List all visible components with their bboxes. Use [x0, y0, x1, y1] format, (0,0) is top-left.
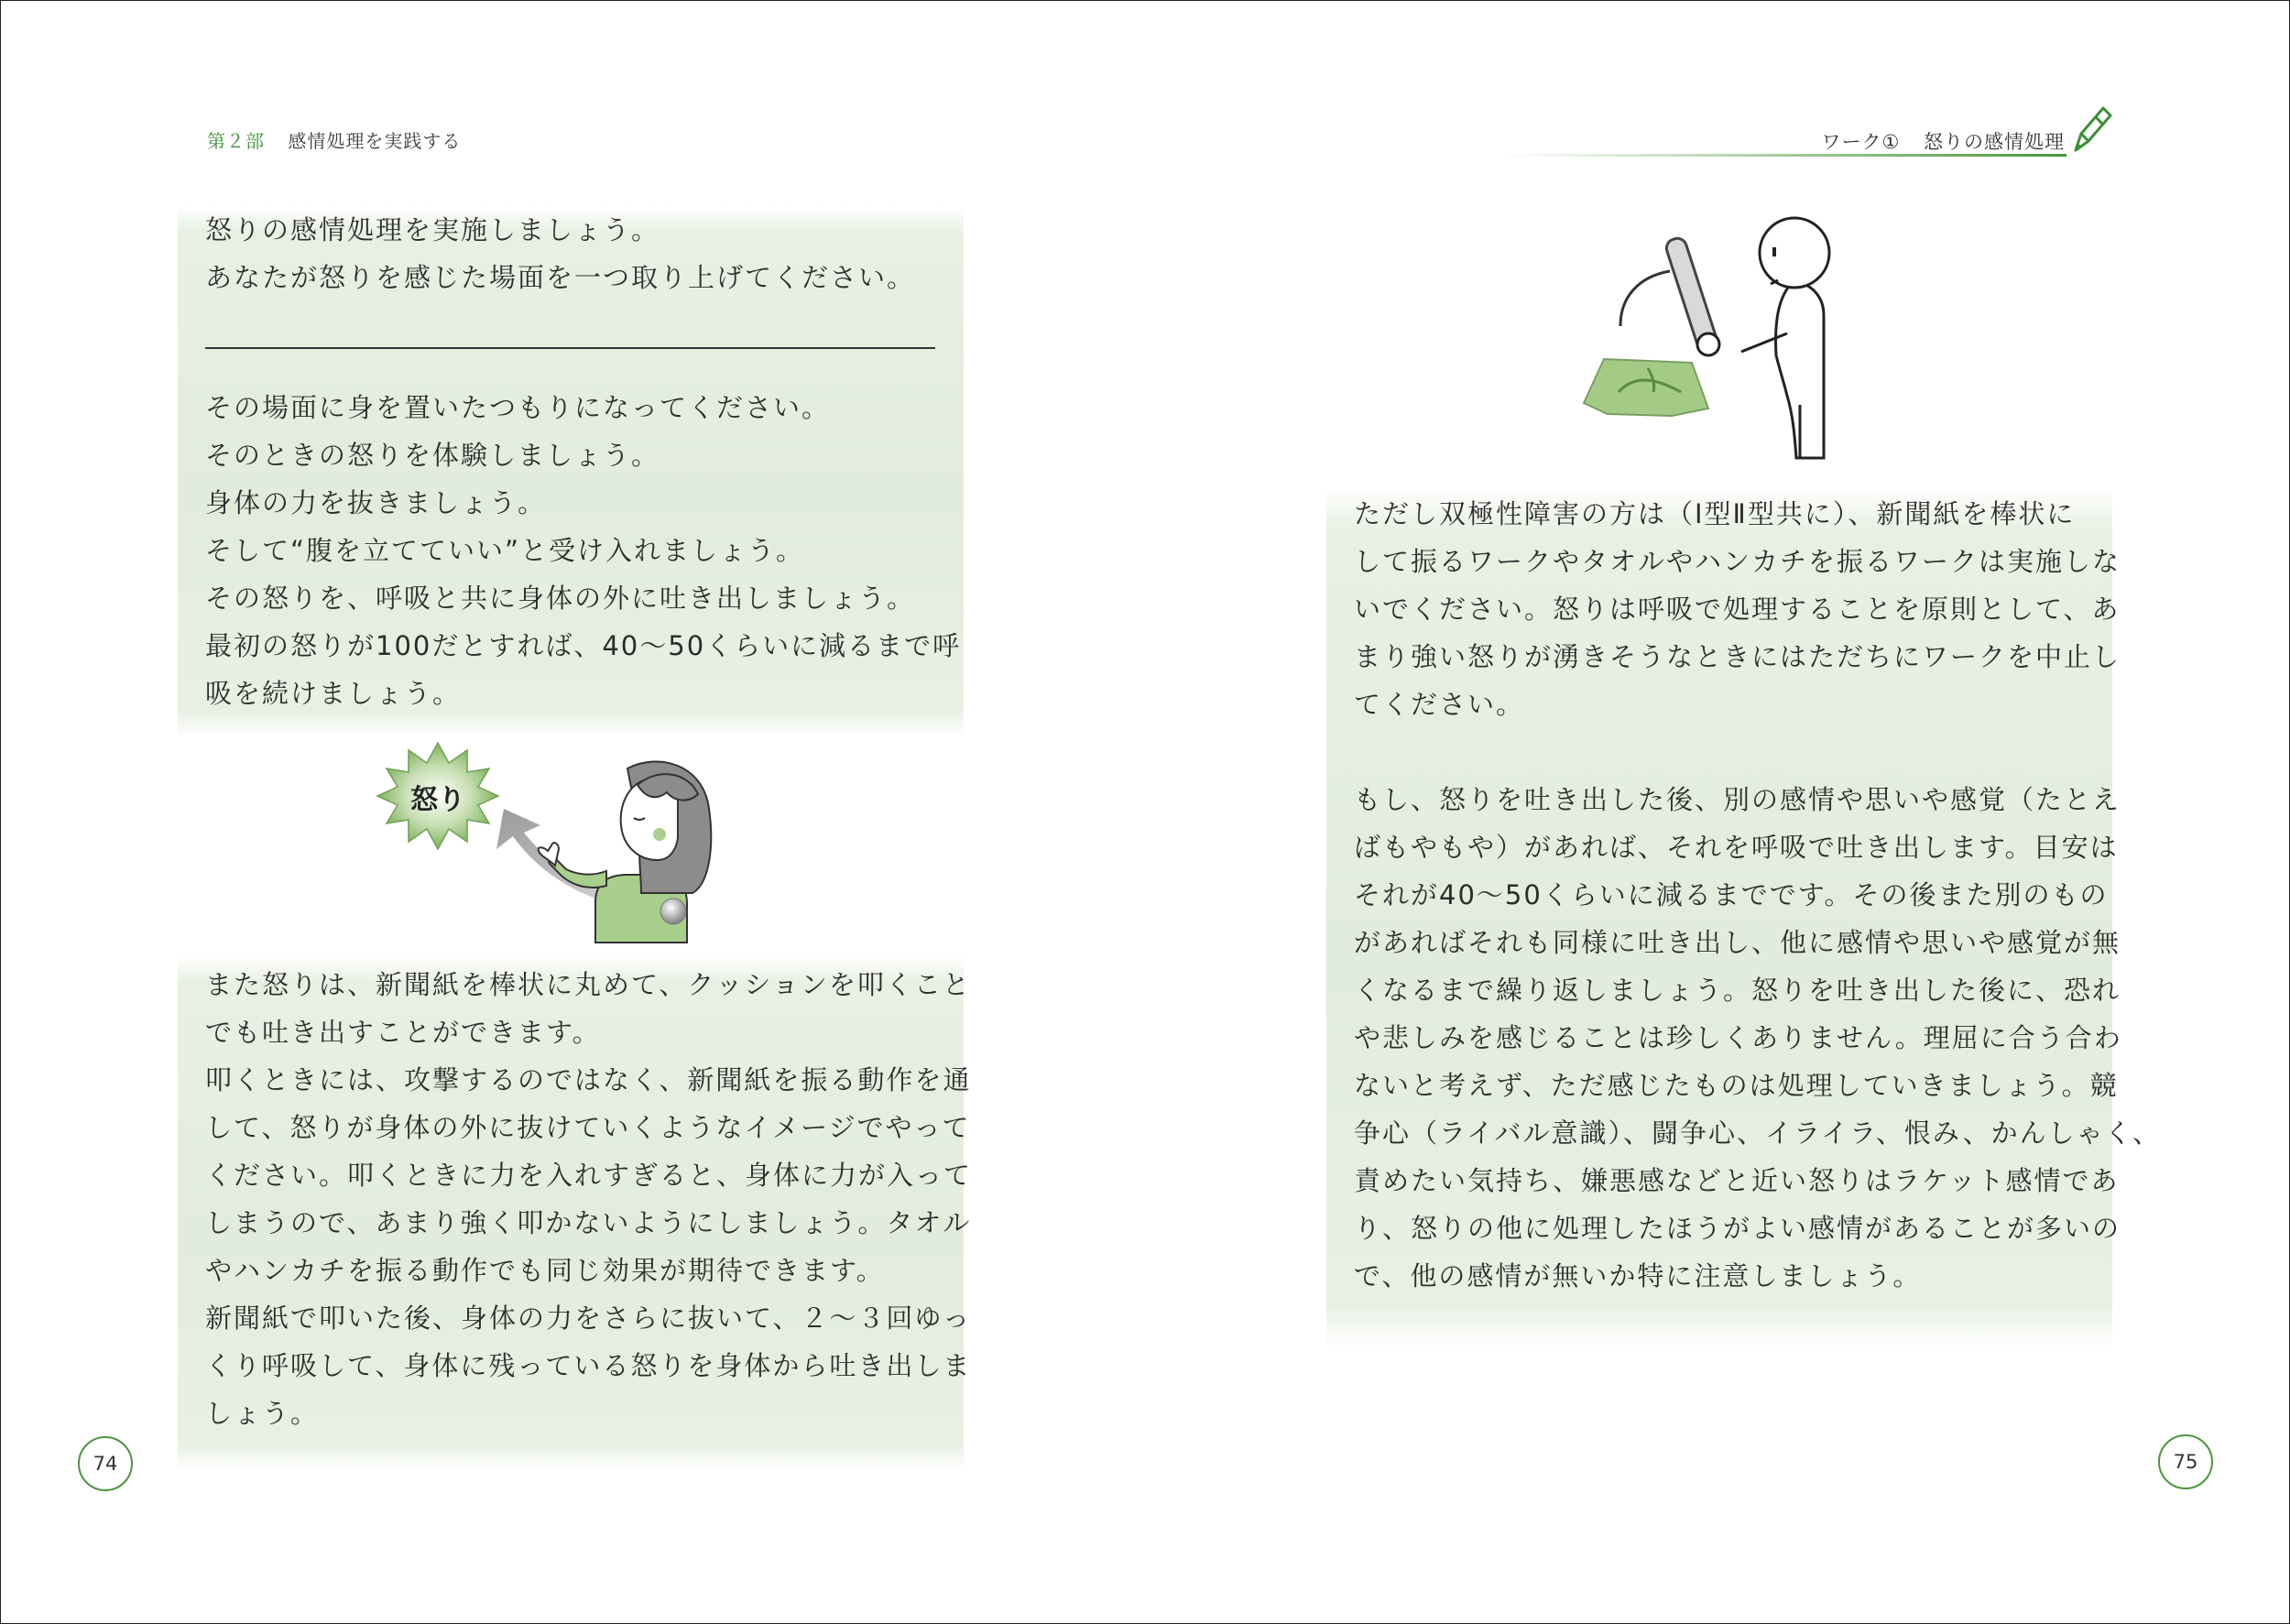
page-number-right: 75 — [2158, 1434, 2213, 1489]
text-line: 吸を続けましょう。 — [205, 678, 462, 709]
part-title: 感情処理を実践する — [288, 130, 462, 152]
page-number-left: 74 — [78, 1436, 133, 1491]
text-line: でも吐き出すことができます。 — [205, 1017, 601, 1048]
text-line: ないと考えず、ただ感じたものは処理していきましょう。競 — [1354, 1070, 2119, 1101]
text-line: くなるまで繰り返しましょう。怒りを吐き出した後に、恐れ — [1354, 975, 2121, 1006]
text-line: ばもやもや）があれば、それを呼吸で吐き出します。目安は — [1354, 832, 2119, 863]
text-line: して振るワークやタオルやハンカチを振るワークは実施しな — [1354, 546, 2121, 577]
text-line: その怒りを、呼吸と共に身体の外に吐き出しましょう。 — [205, 583, 916, 614]
text-line: それが40～50くらいに減るまでです。その後また別のもの — [1354, 879, 2109, 910]
text-line: そのときの怒りを体験しましょう。 — [205, 440, 660, 471]
text-line: そして“腹を立てていい”と受け入れましょう。 — [205, 535, 805, 566]
text-line: 身体の力を抜きましょう。 — [205, 487, 547, 518]
girl-cheek — [653, 828, 666, 841]
work-number: ワーク① — [1821, 131, 1901, 153]
breath-orb-icon — [660, 899, 686, 924]
text-line: しまうので、あまり強く叩かないようにしましょう。タオル — [205, 1207, 972, 1238]
text-line: ください。叩くときに力を入れすぎると、身体に力が入って — [205, 1160, 973, 1191]
anger-label: 怒り — [410, 784, 465, 816]
text-line: があればそれも同様に吐き出し、他に感情や思いや感覚が無 — [1354, 927, 2121, 958]
girl-releasing-anger-illustration — [366, 737, 769, 948]
pencil-icon — [2068, 103, 2114, 158]
text-block-newspaper — [178, 957, 973, 1470]
text-line: 最初の怒りが100だとすれば、40～50くらいに減るまで呼 — [205, 630, 962, 661]
text-line: あなたが怒りを感じた場面を一つ取り上げてください。 — [205, 262, 916, 293]
text-line: しょう。 — [205, 1398, 320, 1429]
text-line: 責めたい気持ち、嫌悪感などと近い怒りはラケット感情であ — [1354, 1165, 2120, 1196]
fill-in-blank-line — [205, 347, 935, 349]
text-line: もし、怒りを吐き出した後、別の感情や思いや感覚（たとえ — [1354, 784, 2121, 815]
text-block-intro — [178, 206, 964, 737]
text-line: いでください。怒りは呼吸で処理することを原則として、あ — [1354, 594, 2121, 625]
text-line: まり強い怒りが湧きそうなときにはただちにワークを中止し — [1354, 641, 2121, 672]
running-head-right — [1821, 127, 2065, 155]
man-with-newspaper-illustration — [1571, 213, 1873, 469]
text-line: 争心（ライバル意識）、闘争心、イライラ、恨み、かんしゃく、 — [1354, 1117, 2162, 1149]
running-head-left — [207, 126, 461, 153]
girl-arm — [549, 857, 606, 888]
paragraph-gap — [1354, 728, 2112, 776]
text-line: 怒りの感情処理を実施しましょう。 — [205, 214, 660, 245]
header-rule — [1502, 154, 2066, 157]
text-line: で、他の感情が無いか特に注意しましょう。 — [1354, 1260, 1922, 1292]
work-title: 怒りの感情処理 — [1924, 131, 2065, 153]
text-block-caution — [1326, 487, 2162, 1348]
text-line: 新聞紙で叩いた後、身体の力をさらに抜いて、２～３回ゆっ — [205, 1302, 972, 1334]
swing-motion-line — [1620, 271, 1670, 326]
man-fist — [1697, 333, 1719, 355]
text-line: り、怒りの他に処理したほうがよい感情があることが多いの — [1354, 1213, 2121, 1244]
text-line: くり呼吸して、身体に残っている怒りを身体から吐き出しま — [205, 1350, 972, 1381]
cushion-icon — [1584, 359, 1708, 416]
text-line: また怒りは、新聞紙を棒状に丸めて、クッションを叩くこと — [205, 969, 971, 1000]
text-line: やハンカチを振る動作でも同じ効果が期待できます。 — [205, 1255, 885, 1286]
text-line: して、怒りが身体の外に抜けていくようなイメージでやって — [205, 1112, 971, 1143]
text-line: ただし双極性障害の方は（Ⅰ型Ⅱ型共に）、新聞紙を棒状に — [1354, 498, 2076, 529]
text-line: や悲しみを感じることは珍しくありません。理屈に合う合わ — [1354, 1022, 2122, 1053]
text-line: 叩くときには、攻撃するのではなく、新聞紙を振る動作を通 — [205, 1064, 972, 1095]
part-label: 第２部 — [207, 130, 265, 152]
text-line: その場面に身を置いたつもりになってください。 — [205, 392, 831, 423]
man-head — [1760, 218, 1829, 288]
text-line: てください。 — [1354, 689, 1525, 720]
